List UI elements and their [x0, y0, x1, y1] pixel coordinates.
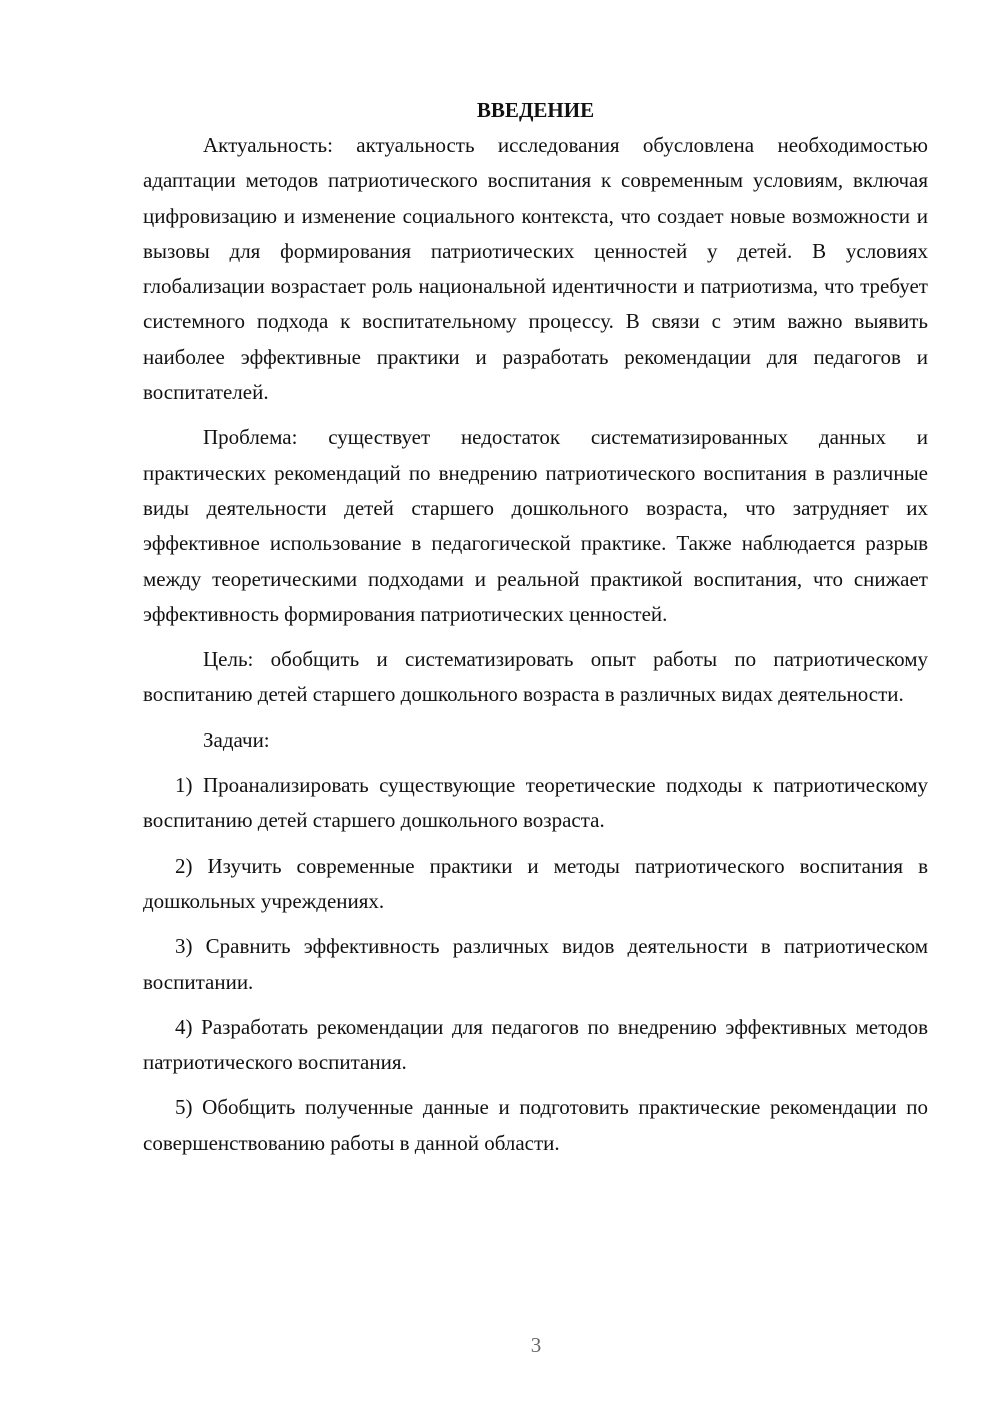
- task-item-2: 2) Изучить современные практики и методы патриотического воспитания в дошкольных учреждениях.: [143, 853, 928, 913]
- problem-paragraph: Проблема: существует недостаток систематизированных данных и практических рекомендаций по внедрению патриотического воспитания в различные виды деятельности детей старшего дошкольного возраста, что затрудняет их эффективное использование в педагогической практике. Также наблюдается разрыв между теоретическими подходами и реальной практикой воспитания, что снижает эффективность формирования патриотических ценностей.: [143, 425, 928, 626]
- page-number: 3: [530, 1333, 542, 1357]
- page-content: [143, 93, 928, 1171]
- relevance-paragraph: Актуальность: актуальность исследования обусловлена необходимостью адаптации методов патриотического воспитания к современным условиям, включая цифровизацию и изменение социального контекста, что создает новые возможности и вызовы для формирования патриотических ценностей у детей. В условиях глобализации возрастает роль национальной идентичности и патриотизма, что требует системного подхода к воспитательному процессу. В связи с этим важно выявить наиболее эффективные практики и разработать рекомендации для педагогов и воспитателей.: [143, 133, 928, 405]
- task-item-5: 5) Обобщить полученные данные и подготовить практические рекомендации по совершенствованию работы в данной области.: [143, 1095, 928, 1155]
- goal-paragraph: Цель: обобщить и систематизировать опыт работы по патриотическому воспитанию детей старшего дошкольного возраста в различных видах деятельности.: [143, 647, 928, 707]
- task-item-1: 1) Проанализировать существующие теоретические подходы к патриотическому воспитанию детей старшего дошкольного возраста.: [143, 773, 928, 833]
- page-title: ВВЕДЕНИЕ: [476, 98, 595, 122]
- task-item-3: 3) Сравнить эффективность различных видов деятельности в патриотическом воспитании.: [143, 934, 928, 994]
- task-item-4: 4) Разработать рекомендации для педагогов по внедрению эффективных методов патриотического воспитания.: [143, 1014, 928, 1075]
- tasks-label: Задачи:: [203, 727, 270, 752]
